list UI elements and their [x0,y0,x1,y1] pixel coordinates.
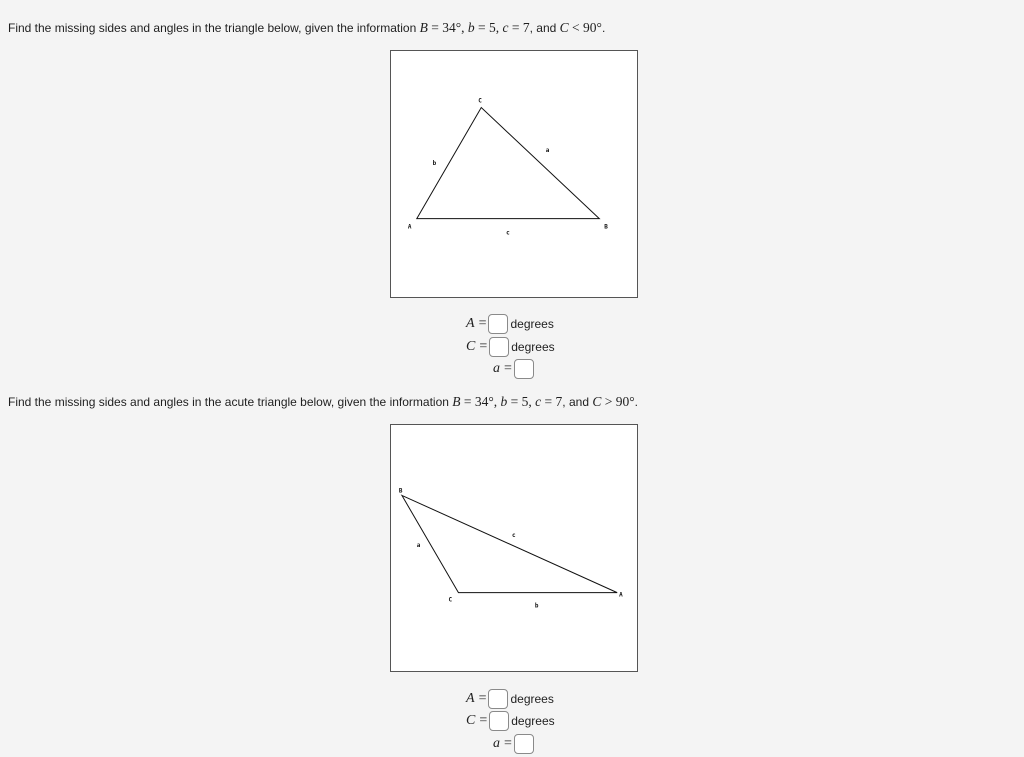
answer-a-label: a [493,736,500,751]
problem2-answer-C-row [466,710,555,732]
answer-equals: = [479,713,488,728]
given-end: . [634,395,638,409]
given-C-var: C [592,394,602,409]
given-sep: , [461,20,468,35]
problem1-side-b-label: b [432,160,437,168]
answer-equals: = [479,339,488,354]
answer-A-label: A [466,691,475,706]
problem2-side-a-input[interactable] [514,734,534,754]
answer-C-unit: degrees [511,340,555,354]
problem2-side-c-label: c [512,532,516,540]
problem2-triangle-svg [391,425,637,671]
problem2-triangle-figure [390,424,638,672]
problem1-prompt [8,20,605,36]
given-rel: < [568,20,584,35]
given-B-value: 34° [474,394,494,409]
given-end: . [601,21,606,35]
problem1-angle-C-input[interactable] [489,337,509,357]
problem1-vertex-A-label: A [407,223,412,231]
given-c-value: 7 [522,20,530,35]
answer-A-unit: degrees [510,317,554,331]
given-b-value: 5 [488,20,496,35]
given-and: , and [562,395,593,409]
problem1-side-a-label: a [545,147,550,155]
problem2-given-math [452,394,562,409]
problem1-side-c-label: c [506,229,510,237]
problem1-answer-C-row [466,336,555,358]
given-eq: = [427,20,443,35]
given-B-value: 34° [442,20,462,35]
problem2-answer-a-row [493,733,534,755]
answer-equals: = [504,361,512,376]
problem2-angle-A-input[interactable] [488,689,508,709]
problem2-answer-A-row [466,688,554,710]
problem1-vertex-C-label: C [478,97,482,105]
given-sep: , [495,20,503,35]
given-c-var: c [535,394,542,409]
given-C-value: 90° [615,394,635,409]
problem2-side-b-label: b [534,602,539,610]
given-B-var: B [419,20,428,35]
given-C-value: 90° [583,20,602,35]
given-eq: = [507,394,522,409]
given-eq: = [474,20,489,35]
problem2-angle-C-input[interactable] [489,711,509,731]
problem1-triangle [417,108,600,219]
answer-A-unit: degrees [510,692,554,706]
problem1-given-math-2 [560,20,602,35]
given-eq: = [460,394,475,409]
given-c-var: c [502,20,509,35]
problem1-given-math [420,20,530,35]
given-c-value: 7 [555,394,563,409]
problem1-answer-A-row [466,313,554,335]
answer-A-label: A [466,316,475,331]
problem2-vertex-A-label: A [619,591,623,599]
problem2-side-a-label: a [416,542,421,550]
problem2-given-math-2 [592,394,634,409]
problem2-triangle [402,495,617,592]
given-sep: , [528,394,536,409]
problem1-triangle-figure [390,50,638,298]
given-and: , and [529,21,560,35]
answer-a-label: a [493,361,500,376]
given-b-var: b [500,394,508,409]
given-B-var: B [452,394,461,409]
answer-equals: = [478,316,487,331]
given-C-var: C [559,20,569,35]
problem1-answer-a-row [493,358,534,380]
problem1-angle-A-input[interactable] [488,314,508,334]
given-b-value: 5 [521,394,529,409]
problem2-prompt-text: Find the missing sides and angles in the acute triangle below, given the information [8,395,453,409]
problem2-vertex-B-label: B [398,487,403,495]
given-b-var: b [467,20,475,35]
answer-equals: = [504,736,512,751]
problem2-prompt [8,394,638,410]
given-eq: = [508,20,523,35]
given-eq: = [541,394,556,409]
answer-equals: = [478,691,487,706]
given-rel: > [601,394,616,409]
problem1-vertex-B-label: B [604,223,608,231]
given-sep: , [493,394,501,409]
answer-C-unit: degrees [511,714,555,728]
problem1-side-a-input[interactable] [514,359,534,379]
problem1-triangle-svg [391,51,637,297]
problem1-prompt-text: Find the missing sides and angles in the triangle below, given the information [8,21,420,35]
problem2-vertex-C-label: C [448,596,453,604]
answer-C-label: C [466,713,476,728]
answer-C-label: C [466,339,476,354]
